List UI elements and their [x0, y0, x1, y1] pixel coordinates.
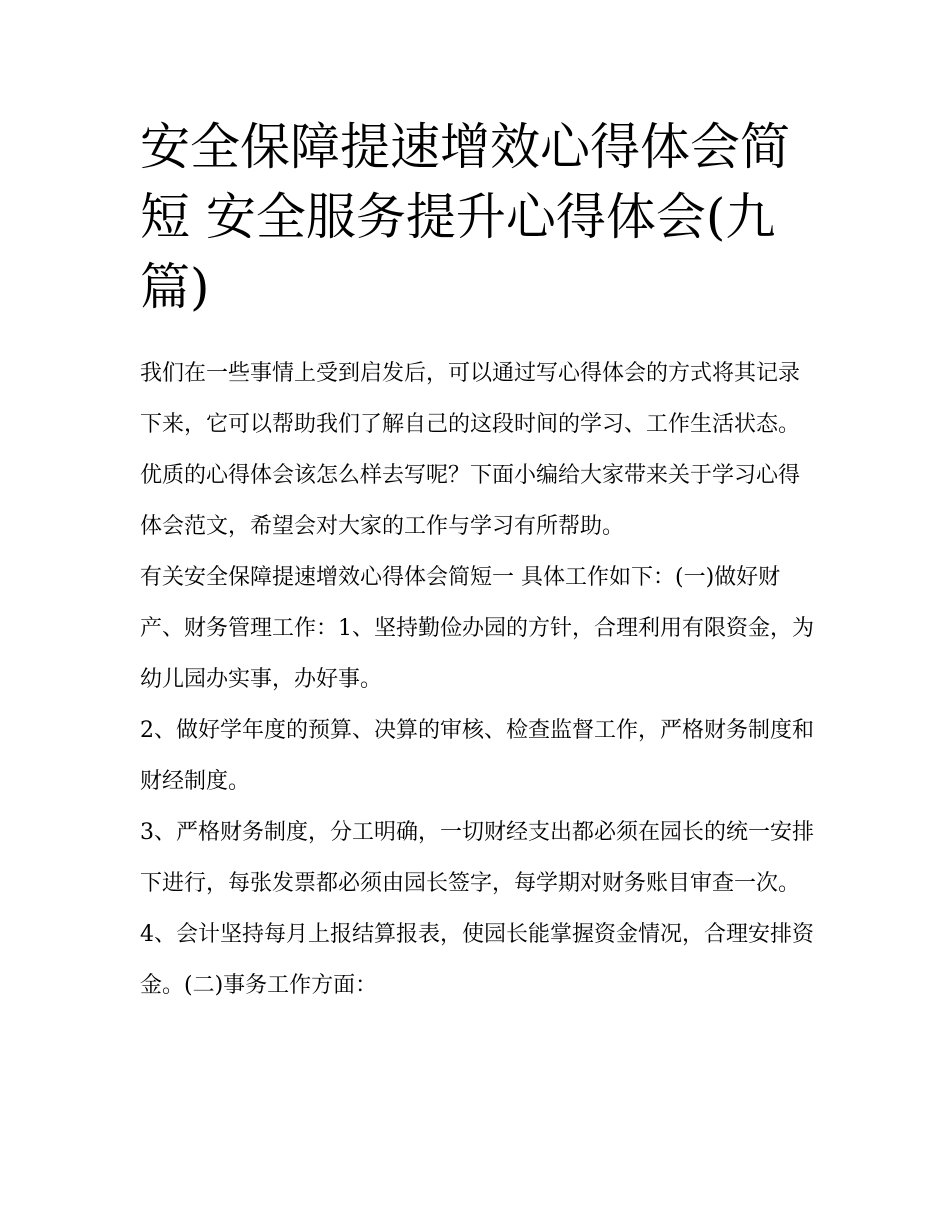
item-two-paragraph: 2、做好学年度的预算、决算的审核、检查监督工作，严格财务制度和财经制度。 — [140, 718, 814, 794]
document-title: 安全保障提速增效心得体会简短 安全服务提升心得体会(九篇) — [140, 118, 790, 316]
intro-paragraph: 我们在一些事情上受到启发后，可以通过写心得体会的方式将其记录下来，它可以帮助我们了解自己的这段时间的学习、工作生活状态。优质的心得体会该怎么样去写呢？下面小编给大家带来关于学习心得体会范文，希望会对大家的工作与学习有所帮助。 — [140, 361, 801, 539]
item-three-paragraph: 3、严格财务制度，分工明确，一切财经支出都必须在园长的统一安排下进行，每张发票都必须由园长签字，每学期对财务账目审查一次。 — [140, 820, 814, 896]
section-one-paragraph: 有关安全保障提速增效心得体会简短一 具体工作如下：(一)做好财产、财务管理工作：1、坚持勤俭办园的方针，合理利用有限资金，为幼儿园办实事，办好事。 — [140, 565, 814, 692]
document-content — [140, 112, 820, 1011]
item-four-paragraph: 4、会计坚持每月上报结算报表，使园长能掌握资金情况，合理安排资金。(二)事务工作方面： — [140, 922, 814, 998]
document-body — [140, 348, 820, 1011]
